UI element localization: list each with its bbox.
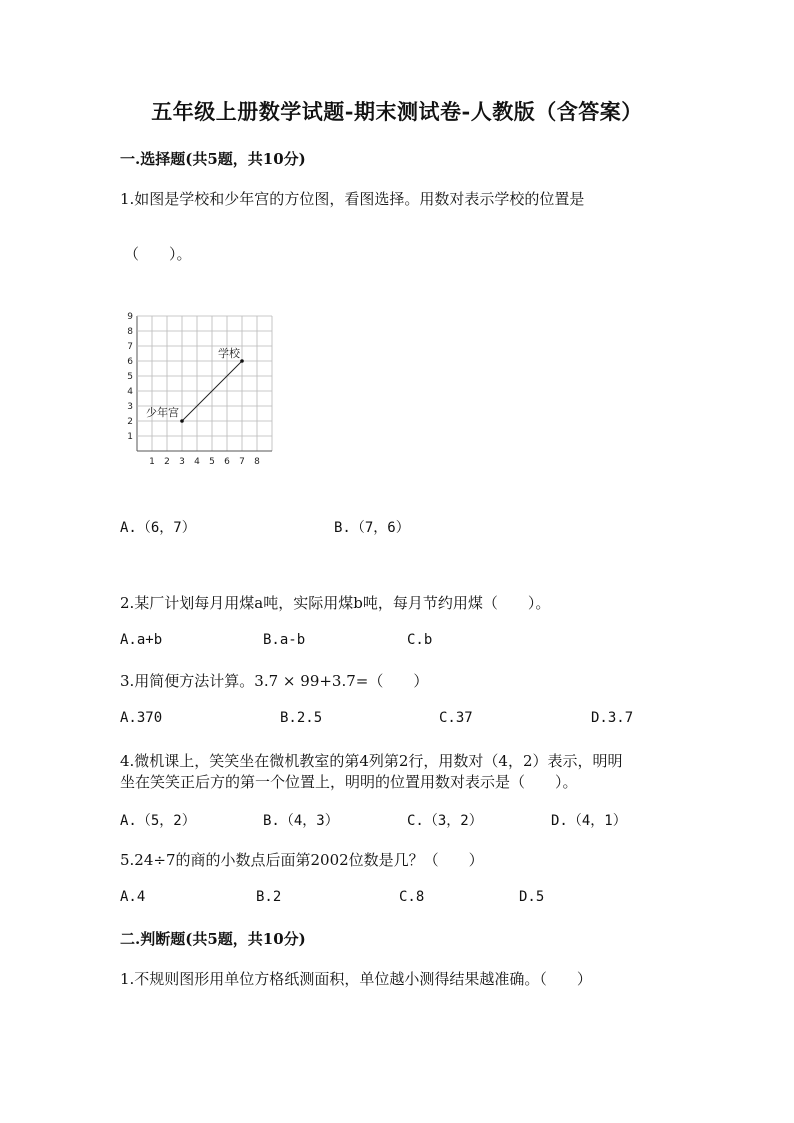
y-tick-label: 8 (127, 327, 133, 337)
y-tick-label: 3 (127, 402, 133, 412)
x-tick-label: 2 (164, 457, 170, 467)
coordinate-grid-figure (118, 312, 293, 473)
grid-lines (137, 316, 272, 451)
question-3-option-d: D.3.7 (591, 710, 634, 726)
grid-point-label: 学校 (218, 347, 240, 360)
grid-tick-labels (127, 312, 260, 467)
document-title: 五年级上册数学试题-期末测试卷-人教版（含答案） (151, 99, 643, 124)
question-4-option-d: D.（4，1） (551, 813, 627, 829)
x-tick-label: 4 (194, 457, 200, 467)
x-tick-label: 8 (254, 457, 260, 467)
question-1-blank: （ ）。 (124, 245, 192, 263)
question-1-option-b: B.（7，6） (334, 520, 410, 536)
y-tick-label: 7 (127, 342, 133, 352)
question-4-stem-line-2: 坐在笑笑正后方的第一个位置上，明明的位置用数对表示是（ ）。 (120, 773, 578, 791)
question-2-stem: 2.某厂计划每月用煤a吨，实际用煤b吨，每月节约用煤（ ）。 (120, 594, 551, 612)
question-1-option-a: A.（6，7） (120, 520, 196, 536)
question-2-option-b: B.a-b (263, 632, 306, 648)
x-tick-label: 1 (149, 457, 155, 467)
question-2-option-a: A.a+b (120, 632, 163, 648)
question-1-stem: 1.如图是学校和少年宫的方位图，看图选择。用数对表示学校的位置是 (120, 190, 585, 208)
question-4-option-a: A.（5，2） (120, 813, 196, 829)
y-tick-label: 6 (127, 357, 133, 367)
y-tick-label: 4 (127, 387, 133, 397)
x-tick-label: 5 (209, 457, 215, 467)
question-3-option-c: C.37 (439, 710, 473, 726)
question-4-option-b: B.（4，3） (263, 813, 339, 829)
question-5-option-b: B.2 (256, 889, 282, 905)
y-tick-label: 9 (127, 312, 133, 322)
question-5-stem: 5.24÷7的商的小数点后面第2002位数是几？（ ） (120, 851, 484, 869)
question-4-option-c: C.（3，2） (407, 813, 483, 829)
x-tick-label: 6 (224, 457, 230, 467)
question-3-stem: 3.用简便方法计算。3.7 × 99+3.7=（ ） (120, 672, 429, 690)
grid-point-label: 少年宫 (146, 406, 179, 419)
grid-points (146, 346, 244, 423)
question-3-option-b: B.2.5 (280, 710, 323, 726)
question-5-option-d: D.5 (519, 889, 545, 905)
section-heading-choice: 一.选择题(共5题，共10分) (120, 150, 306, 168)
section-heading-judgement: 二.判断题(共5题，共10分) (120, 930, 306, 948)
grid-point-marker (240, 359, 244, 363)
question-4-stem-line-1: 4.微机课上，笑笑坐在微机教室的第4列第2行，用数对（4，2）表示，明明 (120, 752, 623, 770)
y-tick-label: 1 (127, 432, 133, 442)
question-3-option-a: A.370 (120, 710, 163, 726)
question-5-option-a: A.4 (120, 889, 146, 905)
judgement-question-1-stem: 1.不规则图形用单位方格纸测面积，单位越小测得结果越准确。（ ） (120, 970, 592, 988)
question-2-option-c: C.b (407, 632, 433, 648)
x-tick-label: 7 (239, 457, 245, 467)
y-tick-label: 5 (127, 372, 133, 382)
question-5-option-c: C.8 (399, 889, 425, 905)
x-tick-label: 3 (179, 457, 185, 467)
grid-point-marker (180, 419, 184, 423)
y-tick-label: 2 (127, 417, 133, 427)
